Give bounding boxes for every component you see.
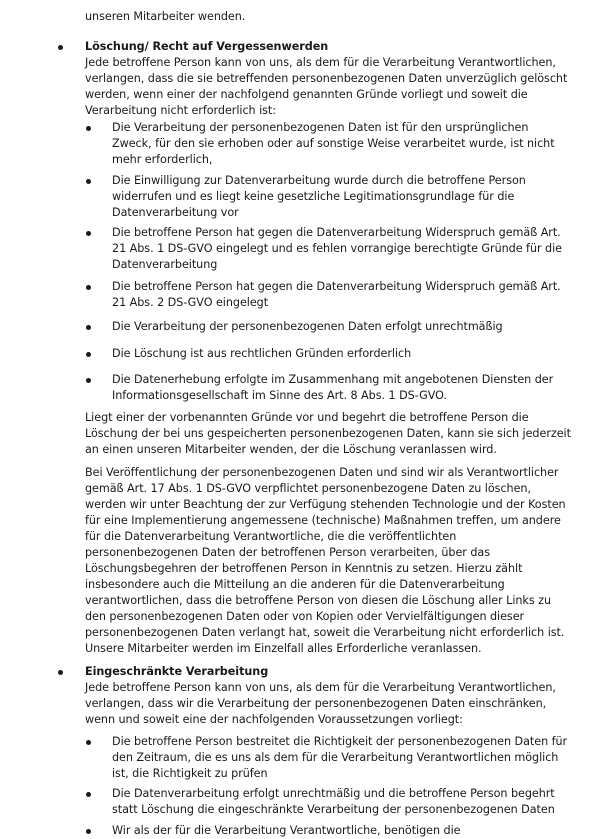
- section-text: wenn und soweit eine der nachfolgenden Voraussetzungen vorliegt:: [85, 713, 463, 726]
- list-item-text: Datenverarbeitung vor: [112, 206, 239, 219]
- list-item-text: Die Datenverarbeitung erfolgt unrechtmäßig und die betroffene Person begehrt: [112, 787, 555, 800]
- list-item-text: Zweck, für den sie erhoben oder auf sonstige Weise verarbeitet wurde, ist nicht: [112, 137, 555, 150]
- section-text: Jede betroffene Person kann von uns, als dem für die Verarbeitung Verantwortlichen,: [85, 56, 556, 69]
- paragraph-text: den personenbezogenen Daten oder von Kopien oder Vervielfältigungen dieser: [85, 610, 525, 623]
- list-item-text: 21 Abs. 2 DS-GVO eingelegt: [112, 296, 269, 309]
- paragraph-text: personenbezogenen Daten der betroffenen Person verarbeiten, über das: [85, 546, 490, 559]
- section-bullet: [58, 45, 63, 50]
- list-item-text: Wir als der für die Verarbeitung Verantwortliche, benötigen die: [112, 824, 461, 837]
- list-bullet: [86, 378, 91, 383]
- list-item-text: statt Löschung die eingeschränkte Verarbeitung der personenbezogenen Daten: [112, 803, 555, 816]
- list-item-text: 21 Abs. 1 DS-GVO eingelegt und es fehlen vorrangige berechtigte Gründe für die: [112, 242, 562, 255]
- list-item-text: Die Verarbeitung der personenbezogenen Daten erfolgt unrechtmäßig: [112, 320, 503, 333]
- list-item-text: Die betroffene Person bestreitet die Richtigkeit der personenbezogenen Daten für: [112, 735, 568, 748]
- list-item-text: Die Datenerhebung erfolgte im Zusammenhang mit angebotenen Diensten der: [112, 373, 554, 386]
- list-bullet: [86, 231, 91, 236]
- paragraph-text: werden wir unter Beachtung der zur Verfügung stehenden Technologie und der Kosten: [85, 498, 566, 511]
- paragraph-text: Löschung der bei uns gespeicherten personenbezogenen Daten, kann sie sich jederzeit: [85, 427, 571, 440]
- section-text: werden, wenn einer der nachfolgend genannten Gründe vorliegt und soweit die: [85, 88, 528, 101]
- paragraph-text: verantwortlichen, dass die betroffene Person von diesen die Löschung aller Links zu: [85, 594, 552, 607]
- paragraph-text: Unsere Mitarbeiter werden im Einzelfall alles Erforderliche veranlassen.: [85, 642, 482, 655]
- list-item-text: widerrufen und es liegt keine gesetzliche Legitimationsgrundlage für die: [112, 190, 515, 203]
- list-bullet: [86, 285, 91, 290]
- paragraph-text: Löschungsbegehren der betroffenen Person in Kenntnis zu setzen. Hierzu zählt: [85, 562, 523, 575]
- list-bullet: [86, 792, 91, 797]
- list-bullet: [86, 352, 91, 357]
- list-item-text: Die betroffene Person hat gegen die Datenverarbeitung Widerspruch gemäß Art.: [112, 280, 561, 293]
- paragraph-text: Bei Veröffentlichung der personenbezogenen Daten und sind wir als Verantwortlicher: [85, 466, 559, 479]
- section-heading-eingeschraenkte-verarbeitung: Eingeschränkte Verarbeitung: [85, 665, 269, 678]
- section-text: verlangen, dass wir die Verarbeitung der personenbezogenen Daten einschränken,: [85, 697, 547, 710]
- list-item-text: ist, die Richtigkeit zu prüfen: [112, 767, 268, 780]
- paragraph-text: insbesondere auch die Mitteilung an die anderen für die Datenverarbeitung: [85, 578, 505, 591]
- paragraph-text: Liegt einer der vorbenannten Gründe vor und begehrt die betroffene Person die: [85, 411, 529, 424]
- paragraph-text: personenbezogenen Daten verlangt hat, soweit die Verarbeitung nicht erforderlich ist.: [85, 626, 565, 639]
- list-item-text: den Zeitraum, die es uns als dem für die Verarbeitung Verantwortlichen möglich: [112, 751, 559, 764]
- paragraph-text: gemäß Art. 17 Abs. 1 DS-GVO verpflichtet personenbezogene Daten zu löschen,: [85, 482, 531, 495]
- intro-text: unseren Mitarbeiter wenden.: [85, 10, 246, 23]
- section-text: Verarbeitung nicht erforderlich ist:: [85, 104, 276, 117]
- list-item-text: Die Löschung ist aus rechtlichen Gründen erforderlich: [112, 347, 412, 360]
- list-item-text: Informationsgesellschaft im Sinne des Art. 8 Abs. 1 DS-GVO.: [112, 389, 447, 402]
- section-text: verlangen, dass die sie betreffenden personenbezogenen Daten unverzüglich gelöscht: [85, 72, 568, 85]
- list-bullet: [86, 126, 91, 131]
- list-item-text: Die Verarbeitung der personenbezogenen Daten ist für den ursprünglichen: [112, 121, 529, 134]
- paragraph-text: an einen unseren Mitarbeiter wenden, der die Löschung veranlassen wird.: [85, 443, 497, 456]
- list-bullet: [86, 740, 91, 745]
- list-item-text: Die betroffene Person hat gegen die Datenverarbeitung Widerspruch gemäß Art.: [112, 226, 561, 239]
- list-item-text: Datenverarbeitung: [112, 258, 218, 271]
- list-bullet: [86, 179, 91, 184]
- section-bullet: [58, 670, 63, 675]
- paragraph-text: für eine Implementierung angemessene (technische) Maßnahmen treffen, um andere: [85, 514, 561, 527]
- list-item-text: Die Einwilligung zur Datenverarbeitung wurde durch die betroffene Person: [112, 174, 526, 187]
- list-item-text: mehr erforderlich,: [112, 153, 213, 166]
- paragraph-text: für die Datenverarbeitung Verantwortliche, die die veröffentlichten: [85, 530, 457, 543]
- section-text: Jede betroffene Person kann von uns, als dem für die Verarbeitung Verantwortlichen,: [85, 681, 556, 694]
- section-heading-loeschung: Löschung/ Recht auf Vergessenwerden: [85, 40, 329, 53]
- list-bullet: [86, 325, 91, 330]
- list-bullet: [86, 829, 91, 834]
